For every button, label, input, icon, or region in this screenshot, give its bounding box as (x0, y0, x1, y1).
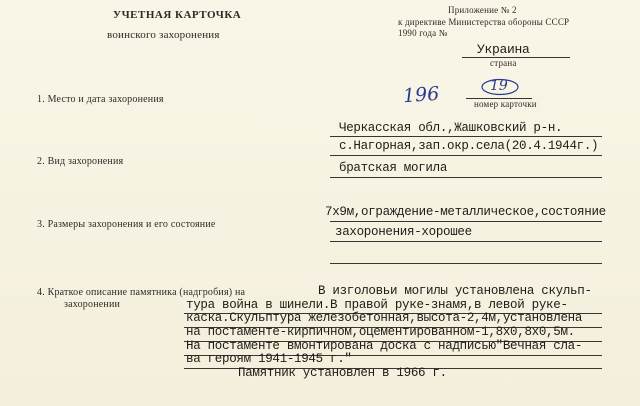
field-monument-line1: В изголовьи могилы установлена скульп- (318, 284, 592, 298)
country-label: страна (490, 58, 517, 68)
card-title: УЧЕТНАЯ КАРТОЧКА (113, 9, 242, 21)
field-size-state-line2: захоронения-хорошее (335, 225, 472, 239)
appendix-directive: к директиве Министерства обороны СССР (398, 17, 570, 27)
rule-size-3 (330, 263, 602, 264)
field-place-date-label: 1. Место и дата захоронения (37, 94, 164, 105)
field-burial-type-label: 2. Вид захоронения (37, 156, 124, 167)
field-monument-line5: На постаменте вмонтирована доска с надписью"Вечная сла- (186, 339, 583, 353)
rule-place-2 (330, 155, 602, 156)
field-place-date-line2: с.Нагорная,зап.окр.села(20.4.1944г.) (339, 139, 599, 153)
card-number-label: номер карточки (474, 99, 537, 109)
card-subtitle: воинского захоронения (107, 29, 220, 41)
field-monument-line7: Памятник установлен в 1966 г. (238, 366, 447, 380)
field-monument-line6: ва героям 1941-1945 г." (186, 352, 352, 366)
field-monument-line4: на постаменте-кирпичном,оцементированном-1,8х0,8х0,5м. (186, 325, 575, 339)
field-place-date-line1: Черкасская обл.,Жашковский р-н. (339, 121, 563, 135)
appendix-number: Приложение № 2 (448, 5, 517, 15)
card-number-stamp (480, 78, 520, 96)
field-monument-label-2: захоронении (64, 299, 121, 310)
card-number-circled: 19 (490, 78, 508, 94)
field-monument-line2: тура война в шинели.В правой руке-знамя,в левой руке- (186, 298, 568, 312)
field-size-state-label: 3. Размеры захоронения и его состояние (37, 219, 216, 230)
field-monument-line3: каска.Скульптура железобетонная,высота-2,4м,установлена (186, 311, 583, 325)
card-number-handwritten: 196 (402, 82, 440, 108)
field-monument-label: 4. Краткое описание памятника (надгробия) на (37, 287, 246, 298)
rule-place-1 (330, 136, 602, 137)
field-burial-type-value: братская могила (339, 161, 448, 175)
field-size-state-line1: 7х9м,ограждение-металлическое,состояние (325, 205, 606, 219)
country-value: Украина (477, 42, 530, 57)
rule-size-2 (330, 241, 602, 242)
rule-size-1 (330, 221, 602, 222)
appendix-year: 1990 года № (398, 28, 448, 38)
rule-burial-type (330, 177, 602, 178)
